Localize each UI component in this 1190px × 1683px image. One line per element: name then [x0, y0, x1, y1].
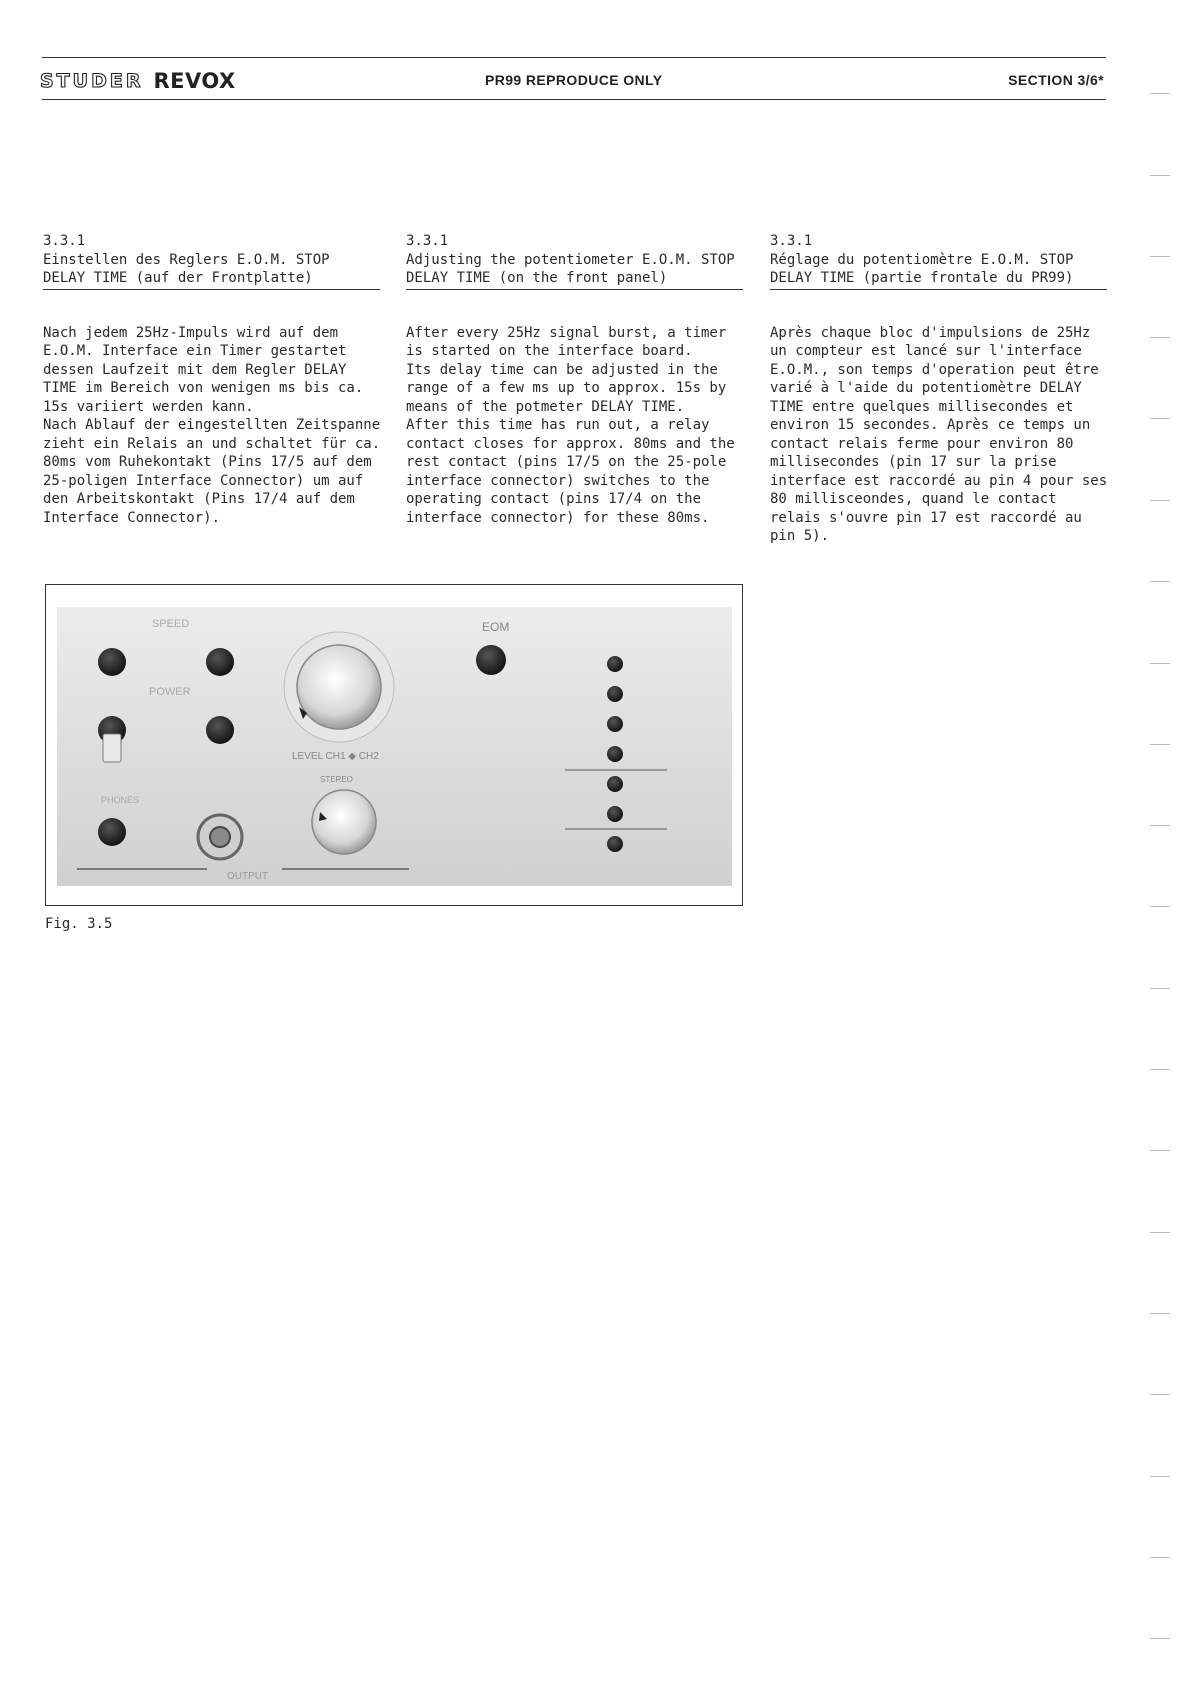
margin-tick	[1150, 175, 1170, 176]
led	[607, 656, 623, 672]
margin-tick	[1150, 1232, 1170, 1233]
margin-tick	[1150, 1557, 1170, 1558]
label-stereo: STEREO	[320, 775, 353, 784]
margin-tick	[1150, 581, 1170, 582]
label-eom: EOM	[482, 620, 510, 634]
section-number: 3.3.1	[406, 233, 449, 249]
brand-studer: STUDER	[40, 70, 144, 92]
margin-tick	[1150, 1069, 1170, 1070]
section-number: 3.3.1	[43, 233, 86, 249]
brand-revox: REVOX	[153, 69, 236, 93]
label-speed: SPEED	[152, 618, 190, 630]
led	[607, 806, 623, 822]
level-knob	[297, 645, 381, 729]
section-body: After every 25Hz signal burst, a timer is started on the interface board. Its delay time can be adjusted in the range of a few ms up to approx. 15s by means of the potmeter DELAY TIME. After this time has run out, a relay contact closes for approx. 80ms and the rest contact (pins 17/5 on the 25-pole interface connector) switches to the operating contact (pins 17/4 on the interface connector) for these 80ms.	[406, 324, 735, 526]
led	[607, 716, 623, 732]
speed-button-low	[98, 648, 126, 676]
front-panel-illustration	[57, 607, 732, 886]
label-phones: PHONES	[101, 795, 140, 805]
figure-front-panel	[45, 584, 743, 906]
section-title: Réglage du potentiomètre E.O.M. STOP DELAY TIME (partie frontale du PR99)	[770, 251, 1107, 290]
margin-tick	[1150, 825, 1170, 826]
led-column	[607, 656, 623, 852]
section-body: Après chaque bloc d'impulsions de 25Hz un compteur est lancé sur l'interface E.O.M., son temps d'operation peut être varié à l'aide du potentiomètre DELAY TIME entre quelques millisecondes et environ 15 secondes. Après ce temps un contact relais ferme pour environ 80 millisecondes (pin 17 sur la prise interface est raccordé au pin 4 pour ses 80 millisceondes, quand le contact relais s'ouvre pin 17 est raccordé au pin 5).	[770, 324, 1108, 544]
margin-tick	[1150, 744, 1170, 745]
phones-jack	[98, 818, 126, 846]
margin-tick	[1150, 1638, 1170, 1639]
speed-button-high	[206, 648, 234, 676]
margin-tick	[1150, 418, 1170, 419]
margin-tick	[1150, 1394, 1170, 1395]
margin-tick	[1150, 1313, 1170, 1314]
front-panel-photo	[57, 607, 732, 886]
section-number: 3.3.1	[770, 233, 813, 249]
margin-tick	[1150, 1150, 1170, 1151]
label-output: OUTPUT	[227, 871, 269, 882]
margin-tick	[1150, 988, 1170, 989]
header-bottom-rule	[42, 99, 1106, 100]
led	[607, 746, 623, 762]
brand-logo	[40, 70, 236, 92]
figure-caption: Fig. 3.5	[45, 916, 113, 932]
margin-tick	[1150, 906, 1170, 907]
column-german	[43, 232, 383, 527]
section-title: Adjusting the potentiometer E.O.M. STOP DELAY TIME (on the front panel)	[406, 251, 743, 290]
margin-tick	[1150, 337, 1170, 338]
header-top-rule	[42, 57, 1106, 58]
led	[607, 686, 623, 702]
led	[607, 776, 623, 792]
section-label: SECTION 3/6*	[1008, 72, 1104, 88]
column-french	[770, 232, 1110, 546]
margin-tick	[1150, 500, 1170, 501]
margin-tick	[1150, 1476, 1170, 1477]
document-title: PR99 REPRODUCE ONLY	[485, 72, 663, 88]
power-switch-lever	[103, 734, 121, 762]
label-level: LEVEL CH1 ◆ CH2	[292, 751, 379, 762]
label-power: POWER	[149, 686, 191, 698]
mode-knob	[312, 790, 376, 854]
section-body: Nach jedem 25Hz-Impuls wird auf dem E.O.M. Interface ein Timer gestartet dessen Laufzeit mit dem Regler DELAY TIME im Bereich von wenigen ms bis ca. 15s variiert werden kann. Nach Ablauf der eingestellten Zeitspanne zieht ein Relais an und schaltet für ca. 80ms vom Ruhekontakt (Pins 17/5 auf dem 25-poligen Interface Connector) um auf den Arbeitskontakt (Pins 17/4 auf dem Interface Connector).	[43, 324, 381, 526]
led	[607, 836, 623, 852]
column-english	[406, 232, 746, 527]
section-title: Einstellen des Reglers E.O.M. STOP DELAY TIME (auf der Frontplatte)	[43, 251, 380, 290]
margin-tick	[1150, 93, 1170, 94]
margin-tick	[1150, 663, 1170, 664]
margin-tick	[1150, 256, 1170, 257]
power-indicator	[206, 716, 234, 744]
eom-button	[476, 645, 506, 675]
